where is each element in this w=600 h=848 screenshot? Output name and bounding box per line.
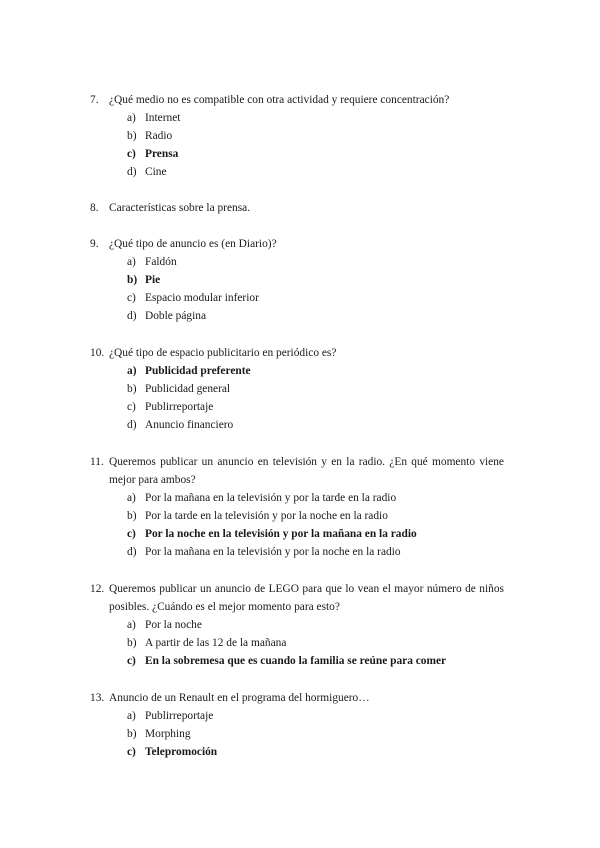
question-number: 10. [90,347,105,359]
option-d: d) Cine [127,166,167,178]
question-text: Anuncio de un Renault en el programa del hormiguero… [109,692,370,704]
question-7 [90,91,504,181]
question-9 [90,235,504,325]
option-list [90,489,504,561]
option-a: a) Por la noche [127,619,202,631]
question-text: Características sobre la prensa. [109,202,251,214]
option-b: b) Radio [127,130,173,142]
question-number: 11. [90,456,104,468]
question-text-line-2: mejor para ambos? [109,474,196,486]
option-a: a) Internet [127,112,181,124]
question-10 [90,344,504,434]
question-text: ¿Qué tipo de anuncio es (en Diario)? [109,238,277,250]
option-c-correct: c) Telepromoción [127,746,218,758]
option-d: d) Por la mañana en la televisión y por la noche en la radio [127,546,401,558]
option-c: c) Publirreportaje [127,401,214,413]
option-d: d) Anuncio financiero [127,419,234,431]
option-list [90,707,504,761]
question-text: ¿Qué medio no es compatible con otra actividad y requiere concentración? [109,94,450,106]
option-b: b) A partir de las 12 de la mañana [127,637,287,649]
question-number: 8. [90,202,99,214]
option-c-correct: c) Prensa [127,148,179,160]
option-b: b) Por la tarde en la televisión y por la noche en la radio [127,510,388,522]
option-c-correct: c) En la sobremesa que es cuando la familia se reúne para comer [127,655,447,667]
question-8 [90,199,504,217]
option-list [90,109,504,181]
option-c: c) Espacio modular inferior [127,292,259,304]
option-b-correct: b) Pie [127,274,161,286]
question-11 [90,453,504,561]
option-c-correct: c) Por la noche en la televisión y por la mañana en la radio [127,528,417,540]
option-d: d) Doble página [127,310,207,322]
question-number: 7. [90,94,99,106]
option-b: b) Publicidad general [127,383,231,395]
option-a: a) Publirreportaje [127,710,214,722]
question-13 [90,689,504,761]
option-a: a) Faldón [127,256,177,268]
option-list [90,362,504,434]
question-number: 12. [90,583,105,595]
option-list [90,253,504,325]
option-a-correct: a) Publicidad preferente [127,365,251,377]
option-a: a) Por la mañana en la televisión y por la tarde en la radio [127,492,397,504]
question-text-line-2: posibles. ¿Cuándo es el mejor momento para esto? [109,601,340,613]
question-text: ¿Qué tipo de espacio publicitario en periódico es? [109,347,337,359]
question-text-line-1: Queremos publicar un anuncio de LEGO para que lo vean el mayor número de niños [109,583,504,595]
question-number: 9. [90,238,99,250]
question-12 [90,580,504,670]
question-number: 13. [90,692,105,704]
option-list [90,616,504,670]
option-b: b) Morphing [127,728,191,740]
question-text-line-1: Queremos publicar un anuncio en televisión y en la radio. ¿En qué momento viene [109,456,504,468]
